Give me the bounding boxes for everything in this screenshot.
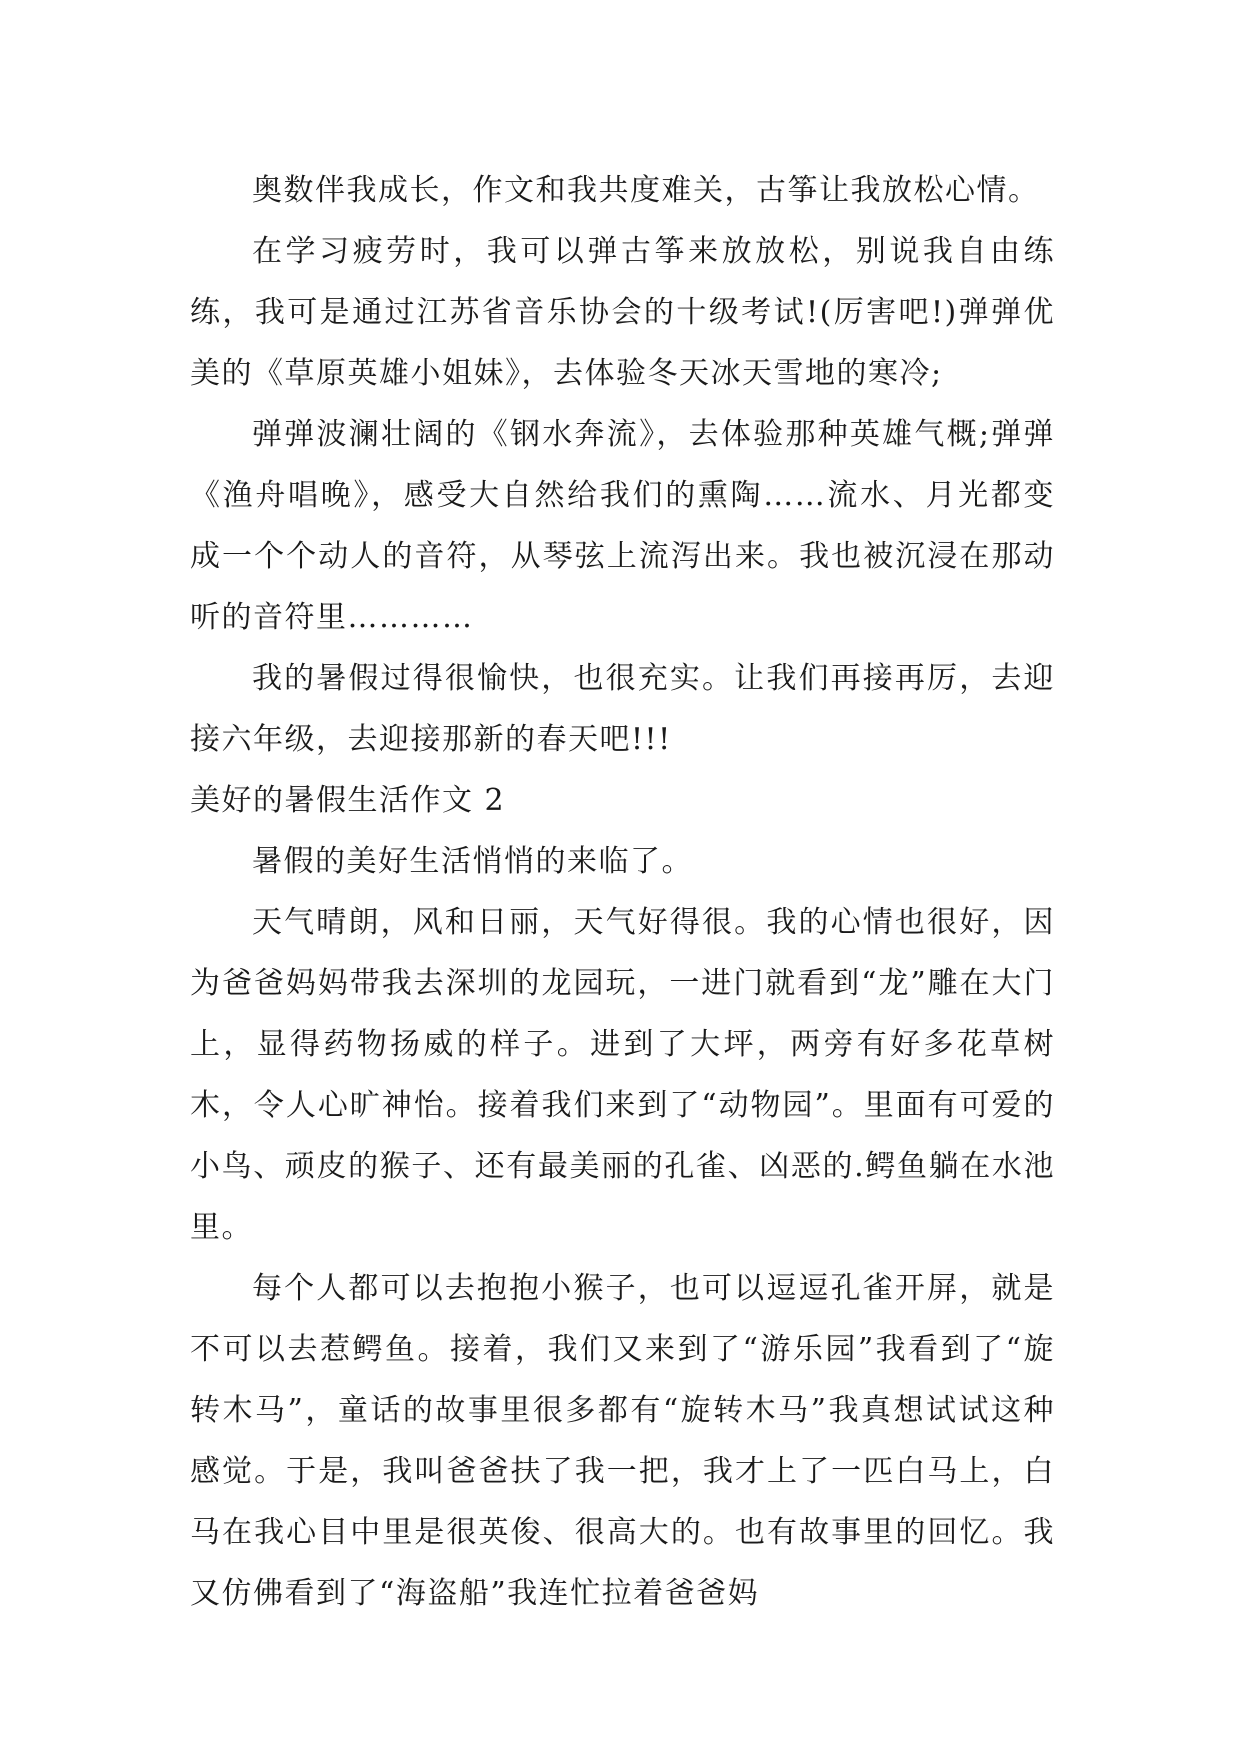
document-body [190, 160, 1055, 1624]
paragraph: 暑假的美好生活悄悄的来临了。 [252, 844, 693, 879]
paragraph: 我的暑假过得很愉快，也很充实。让我们再接再厉，去迎接六年级，去迎接那新的春天吧!!! [190, 661, 1055, 757]
paragraph: 奥数伴我成长，作文和我共度难关，古筝让我放松心情。 [252, 173, 1040, 208]
paragraph: 在学习疲劳时，我可以弹古筝来放放松，别说我自由练练，我可是通过江苏省音乐协会的十级考试!(厉害吧!)弹弹优美的《草原英雄小姐妹》，去体验冬天冰天雪地的寒冷; [190, 234, 1055, 391]
section-title: 美好的暑假生活作文 2 [190, 783, 506, 818]
paragraph: 天气晴朗，风和日丽，天气好得很。我的心情也很好，因为爸爸妈妈带我去深圳的龙园玩，一进门就看到“龙”雕在大门上，显得药物扬威的样子。进到了大坪，两旁有好多花草树木，令人心旷神怡。接着我们来到了“动物园”。里面有可爱的小鸟、顽皮的猴子、还有最美丽的孔雀、凶恶的.鳄鱼躺在水池里。 [190, 905, 1055, 1245]
paragraph: 每个人都可以去抱抱小猴子，也可以逗逗孔雀开屏，就是不可以去惹鳄鱼。接着，我们又来到了“游乐园”我看到了“旋转木马”，童话的故事里很多都有“旋转木马”我真想试试这种感觉。于是，我叫爸爸扶了我一把，我才上了一匹白马上，白马在我心目中里是很英俊、很高大的。也有故事里的回忆。我又仿佛看到了“海盗船”我连忙拉着爸爸妈 [190, 1271, 1055, 1611]
paragraph: 弹弹波澜壮阔的《钢水奔流》，去体验那种英雄气概;弹弹《渔舟唱晚》，感受大自然给我们的熏陶……流水、月光都变成一个个动人的音符，从琴弦上流泻出来。我也被沉浸在那动听的音符里………… [190, 417, 1055, 635]
